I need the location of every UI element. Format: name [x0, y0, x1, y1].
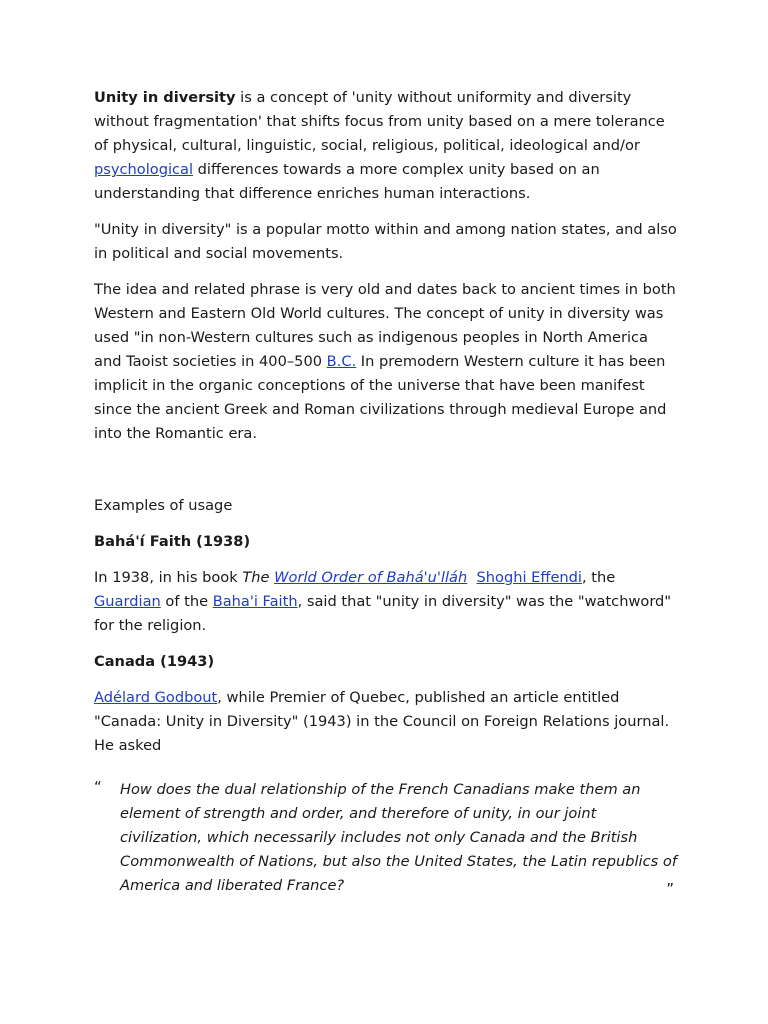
bahai-paragraph — [94, 566, 680, 638]
intro-paragraph — [94, 86, 680, 206]
history-text-1: The idea and related phrase is very old and dates back to ancient times in both Western and Eastern Old World cultures. The concept of unity in diversity was used "in non-Western cultures such as indigenous peoples in North America and Taoist societies in 400–500 — [94, 281, 676, 370]
link-shoghi-effendi[interactable]: Shoghi Effendi — [476, 569, 582, 586]
bahai-heading — [94, 530, 680, 554]
link-bahai-faith[interactable]: Baha'i Faith — [212, 593, 298, 610]
canada-heading-text: Canada (1943) — [94, 653, 215, 670]
history-text-2: In premodern Western culture it has been implicit in the organic conceptions of the universe that have been manifest since the ancient Greek and Roman civilizations through medieval Europe and into the Romantic era. — [94, 353, 667, 442]
link-bc[interactable]: B.C. — [326, 353, 357, 370]
intro-text-2: differences towards a more complex unity based on an understanding that difference enriches human interactions. — [94, 161, 600, 202]
link-psychological[interactable]: psychological — [94, 161, 194, 178]
bahai-text-3: of the — [160, 593, 213, 610]
quote-text: How does the dual relationship of the French Canadians make them an element of strength and order, and therefore of unity, in our joint civilization, which necessarily includes not only Canada and the British Commonwealth of Nations, but also the United States, the Latin republics of America and liberated France? — [120, 781, 677, 894]
canada-text-1: , while Premier of Quebec, published an article entitled "Canada: Unity in Diversity" (1943) in the Council on Foreign Relations journal. He asked — [94, 689, 670, 754]
intro-text-1: is a concept of 'unity without uniformity and diversity without fragmentation' that shifts focus from unity based on a mere tolerance of physical, cultural, linguistic, social, religious, political, ideological and/or — [94, 89, 665, 154]
bahai-space — [467, 569, 476, 586]
quote-open-mark: “ — [94, 778, 102, 796]
bahai-text-2: , the — [582, 569, 616, 586]
term-bold: Unity in diversity — [94, 89, 236, 106]
canada-paragraph — [94, 686, 680, 758]
link-adelard-godbout[interactable]: Adélard Godbout — [94, 689, 218, 706]
bahai-text-4: , said that "unity in diversity" was the "watchword" for the religion. — [94, 593, 672, 634]
motto-paragraph: "Unity in diversity" is a popular motto within and among nation states, and also in political and social movements. — [94, 221, 677, 262]
spacer — [94, 458, 680, 494]
document-page — [94, 86, 680, 898]
blockquote — [94, 778, 680, 898]
bahai-text-1: In 1938, in his book — [94, 569, 243, 586]
quote-close-mark: ” — [666, 880, 674, 898]
bahai-heading-text: Bahá'í Faith (1938) — [94, 533, 251, 550]
link-guardian[interactable]: Guardian — [94, 593, 161, 610]
link-world-order[interactable] — [274, 569, 467, 586]
examples-heading: Examples of usage — [94, 497, 233, 514]
history-paragraph — [94, 278, 680, 446]
bahai-the: The — [242, 569, 275, 586]
link-world-order-text: World Order of Bahá'u'lláh — [274, 569, 468, 586]
canada-heading — [94, 650, 680, 674]
